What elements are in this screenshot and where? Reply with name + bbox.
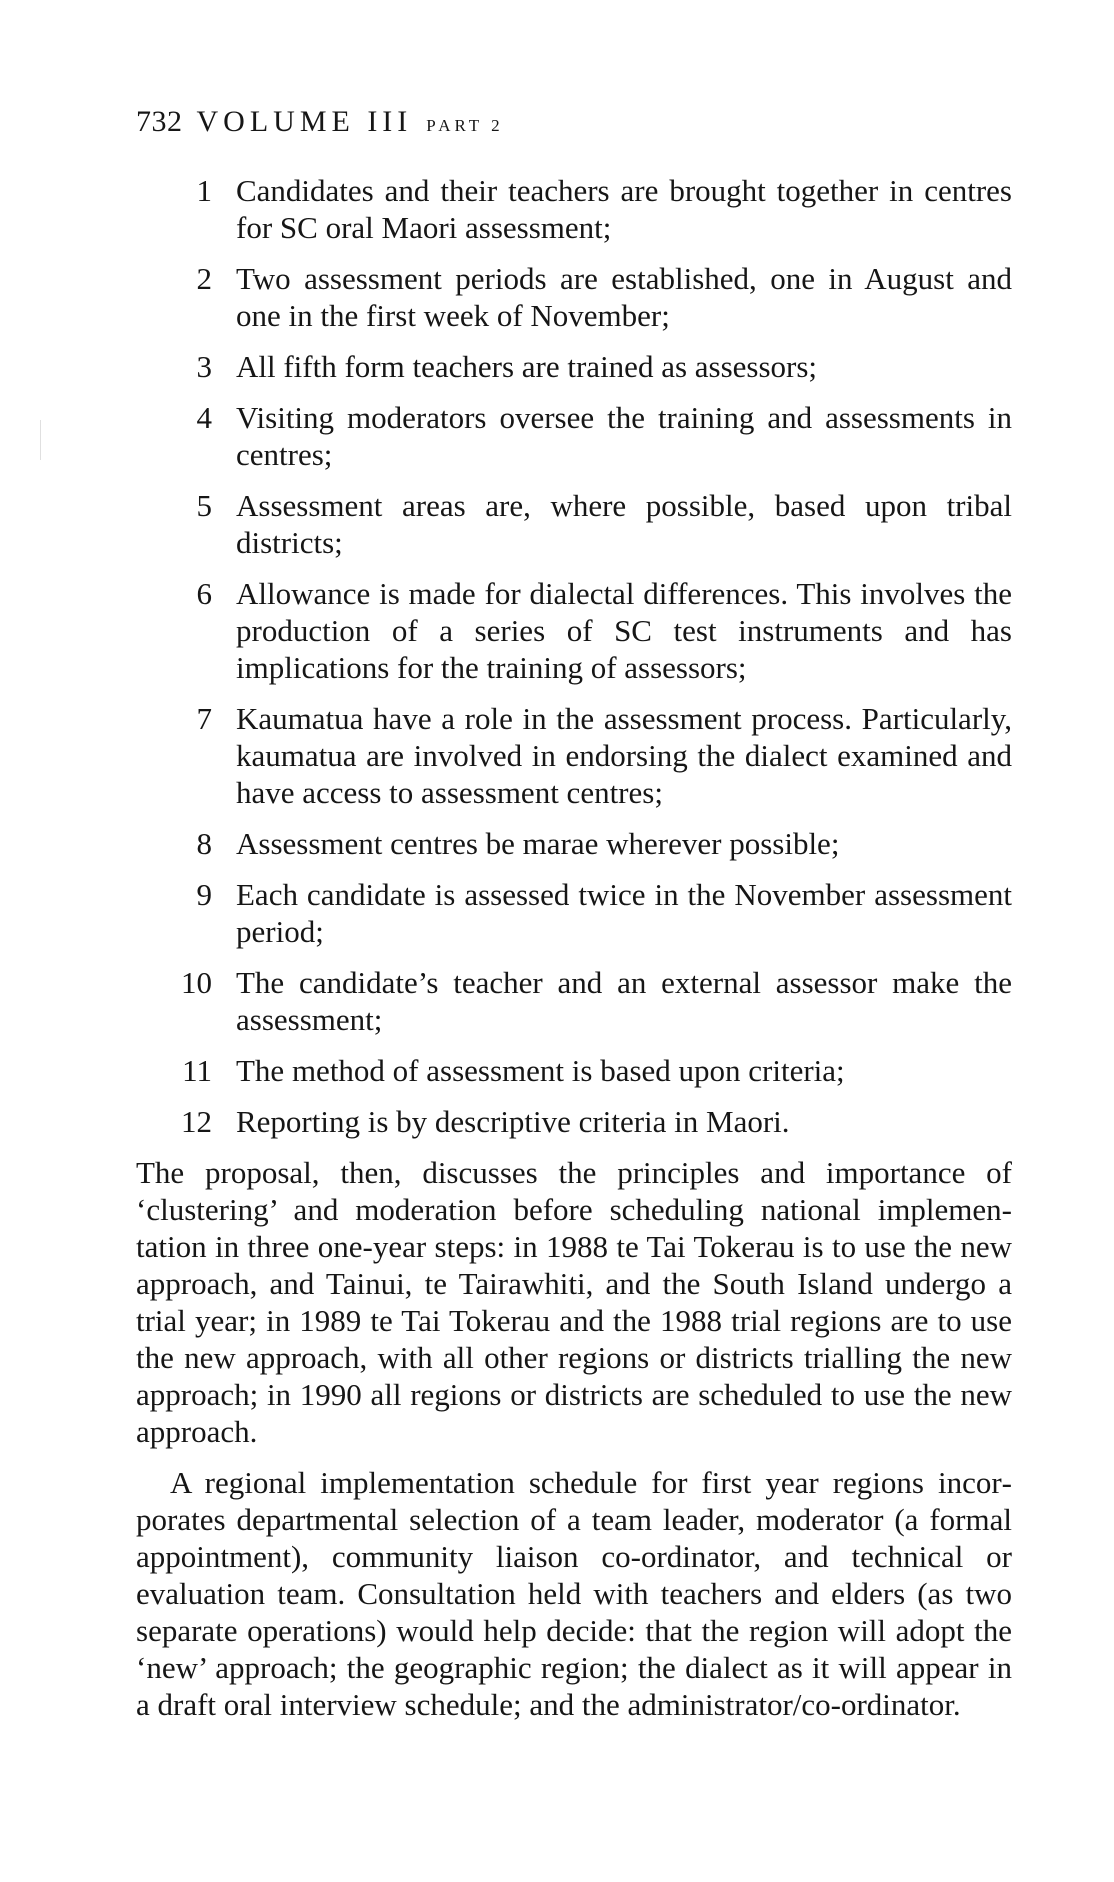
running-head xyxy=(136,104,1012,140)
list-item-number: 6 xyxy=(196,576,212,611)
list-item-text: Two assessment periods are established, one in August and one in the first week of November; xyxy=(236,261,1012,333)
list-item-text: Candidates and their teachers are brought together in centres for SC oral Maori assessment; xyxy=(236,173,1012,245)
scan-artifact-line xyxy=(40,420,41,460)
list-item-text: Kaumatua have a role in the assessment process. Particularly, kaumatua are involved in endorsing the dialect examined and have access to assessment centres; xyxy=(236,701,1012,810)
numbered-list xyxy=(136,172,1012,1140)
body-paragraph: The proposal, then, discusses the principles and importance of ‘clustering’ and moderation before scheduling national implementation in three one-year steps: in 1988 te Tai Tokerau is to use the new approach, and Tainui, te Tairawhiti, and the South Island undergo a trial year; in 1989 te Tai Tokerau and the 1988 trial regions are to use the new approach, with all other regions or districts trialling the new approach; in 1990 all regions or districts are scheduled to use the new approach. xyxy=(136,1155,1012,1449)
list-item-number: 5 xyxy=(196,488,212,523)
list-item xyxy=(136,172,1012,246)
list-item-text: Allowance is made for dialectal differences. This involves the production of a series of SC test instruments and has implications for the training of assessors; xyxy=(236,576,1012,685)
list-item xyxy=(136,348,1012,385)
list-item-text: The candidate’s teacher and an external assessor make the assessment; xyxy=(236,965,1012,1037)
list-item-text: Assessment centres be marae wherever possible; xyxy=(236,826,840,861)
list-item xyxy=(136,1103,1012,1140)
list-item-number: 2 xyxy=(196,261,212,296)
list-item-text: All fifth form teachers are trained as assessors; xyxy=(236,349,818,384)
list-item-text: Each candidate is assessed twice in the November assessment period; xyxy=(236,877,1012,949)
list-item-number: 4 xyxy=(196,400,212,435)
list-item xyxy=(136,876,1012,950)
list-item-number: 10 xyxy=(181,965,212,1000)
list-item-number: 8 xyxy=(196,826,212,861)
list-item xyxy=(136,399,1012,473)
list-item-number: 1 xyxy=(196,173,212,208)
list-item-number: 11 xyxy=(182,1053,212,1088)
list-item xyxy=(136,964,1012,1038)
list-item xyxy=(136,260,1012,334)
list-item xyxy=(136,487,1012,561)
page-number: 732 xyxy=(136,105,183,138)
list-item-number: 7 xyxy=(196,701,212,736)
list-item-text: Visiting moderators oversee the training and assessments in centres; xyxy=(236,400,1012,472)
list-item xyxy=(136,825,1012,862)
volume-label: VOLUME III xyxy=(196,105,413,138)
page-body xyxy=(136,104,1012,1737)
list-item-text: Reporting is by descriptive criteria in Maori. xyxy=(236,1104,790,1139)
body-paragraph: A regional implementation schedule for first year regions incorporates departmental selection of a team leader, moderator (a formal appointment), community liaison co-ordinator, and technical or evaluation team. Consultation held with teachers and elders (as two separate operations) would help decide: that the region will adopt the ‘new’ approach; the geographic region; the dialect as it will appear in a draft oral interview schedule; and the administrator/co-ordinator. xyxy=(136,1465,1012,1722)
list-item xyxy=(136,1052,1012,1089)
list-item-number: 12 xyxy=(181,1104,212,1139)
list-item-text: Assessment areas are, where possible, based upon tribal districts; xyxy=(236,488,1012,560)
list-item-text: The method of assessment is based upon criteria; xyxy=(236,1053,845,1088)
list-item-number: 9 xyxy=(196,877,212,912)
part-label: PART 2 xyxy=(426,116,504,135)
list-item-number: 3 xyxy=(196,349,212,384)
list-item xyxy=(136,700,1012,811)
list-item xyxy=(136,575,1012,686)
